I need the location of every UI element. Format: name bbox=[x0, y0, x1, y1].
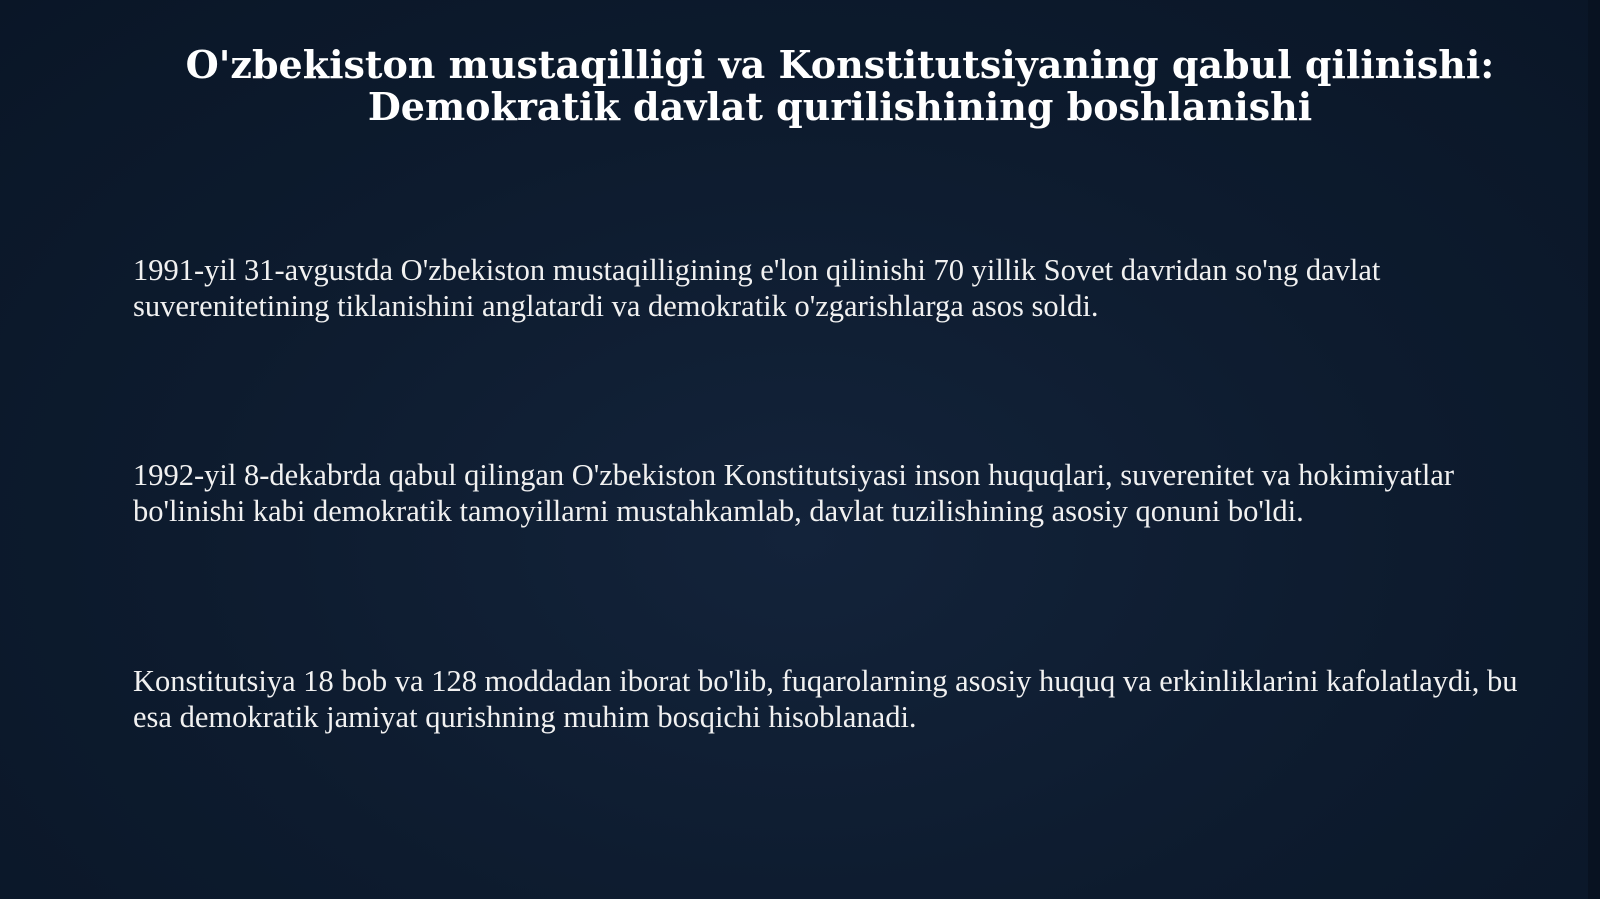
paragraph-independence: 1991-yil 31-avgustda O'zbekiston mustaqilligining e'lon qilinishi 70 yillik Sovet davridan so'ng davlat suverenitetining tiklanishini anglatardi va demokratik o'zgarishlarga asos soldi. bbox=[133, 253, 1381, 323]
slide-right-edge bbox=[1588, 0, 1600, 899]
slide-title: O'zbekiston mustaqilligi va Konstitutsiyaning qabul qilinishi: Demokratik davlat qurilishining boshlanishi bbox=[185, 42, 1495, 129]
paragraph-constitution-structure: Konstitutsiya 18 bob va 128 moddadan iborat bo'lib, fuqarolarning asosiy huquq va erkinliklarini kafolatlaydi, bu esa demokratik jamiyat qurishning muhim bosqichi hisoblanadi. bbox=[133, 664, 1518, 734]
paragraph-constitution-adoption: 1992-yil 8-dekabrda qabul qilingan O'zbekiston Konstitutsiyasi inson huquqlari, suverenitet va hokimiyatlar bo'linishi kabi demokratik tamoyillarni mustahkamlab, davlat tuzilishining asosiy qonuni bo'ldi. bbox=[133, 458, 1454, 528]
